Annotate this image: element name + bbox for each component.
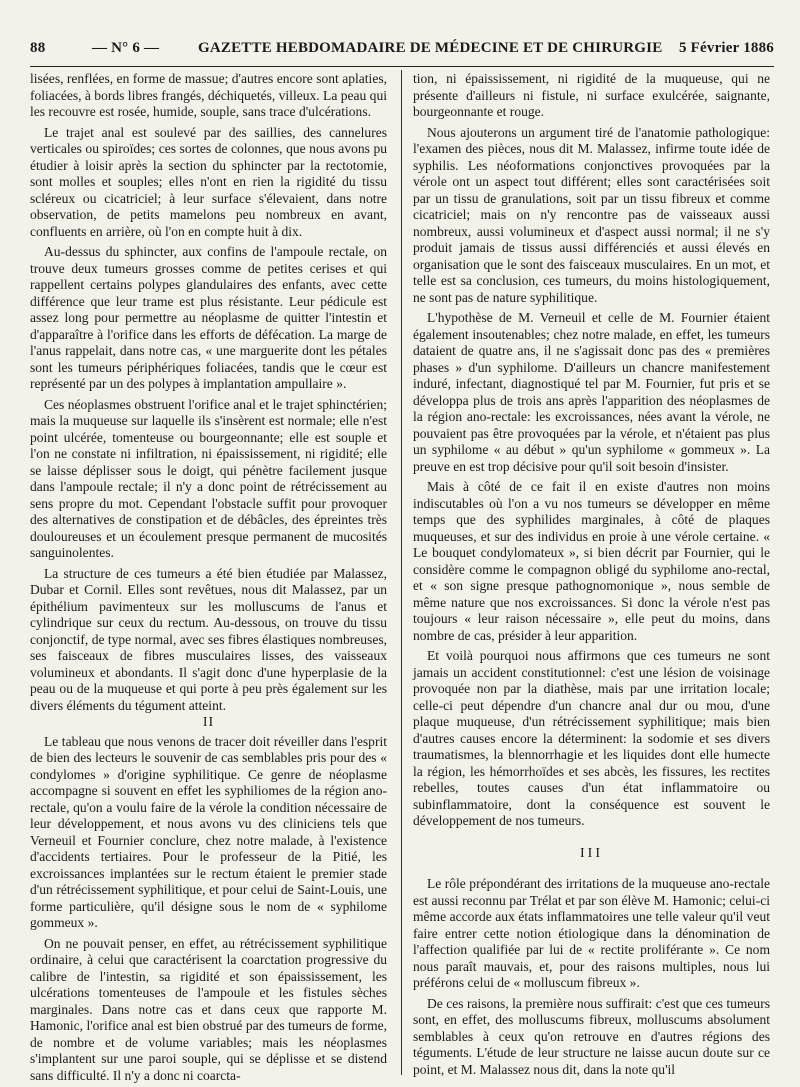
right-column: [413, 71, 770, 1078]
issue-number: — N° 6 —: [92, 40, 160, 56]
paragraph: Nous ajouterons un argument tiré de l'anatomie pathologique: l'examen des pièces, nous dit M. Malassez, infirme toute idée de syphilis. Les néoformations conjonctives provoquées par la vérole ont un aspect tout différent; elles sont caractérisées soit par un tissu de granulations, soit par un tissu fibreux et comme cicatriciel; mais on n'y rencontre pas de vaisseaux aussi nombreux, aussi volumineux et d'aspect aussi normal; il ne s'y produit jamais de tissus aussi différenciés et aussi élevés en organisation que le sont des faisceaux musculaires. En un mot, et telle est sa conclusion, ces tumeurs, du moins histologiquement, ne sont pas de nature syphilitique.: [413, 124, 770, 305]
paragraph: Le tableau que nous venons de tracer doit réveiller dans l'esprit de bien des lecteurs le souvenir de cas semblables pris pour des « condylomes » d'origine syphilitique. Ce genre de néoplasme accompagne si souvent en effet les syphiliomes de la région ano-rectale, qu'on a voulu faire de la vérole la condition nécessaire de leur développement, et nous avons vu des cliniciens tels que Verneuil et Fournier conclure, chez notre malade, à l'existence d'accidents tertiaires. Pour le professeur de la Pitié, les excroissances implantées sur le rectum étaient le premier stade d'un rétrécissement syphilitique, et pour celui de Saint-Louis, une forme particulière, qu'il désigne sous le nom de « syphilome gommeux ».: [30, 733, 387, 930]
column-divider: [401, 70, 402, 1075]
section-heading-iii: III: [580, 845, 603, 861]
issue-date: 5 Février 1886: [679, 40, 774, 56]
paragraph: De ces raisons, la première nous suffirait: c'est que ces tumeurs sont, en effet, des molluscums fibreux, molluscums absolument semblables à ceux qu'on retrouve en d'autres régions des téguments. L'étude de leur structure ne laisse aucun doute sur ce point, et M. Malassez nous dit, dans la note qu'il: [413, 995, 770, 1077]
paragraph: Mais à côté de ce fait il en existe d'autres non moins indiscutables où l'on a vu nos tumeurs se développer en même temps que des syphilides marginales, à côté de plaques muqueuses, et sur des individus en proie à une vérole certaine. « Le bouquet condylomateux », si bien décrit par Fournier, qui le considère comme le compagnon obligé du syphilome ano-rectal, et « son signe presque pathognomonique », nous semble de même nature que nos excroissances. Si donc la vérole n'est pas toujours « leur raison nécessaire », elle peut du moins, dans nombre de cas, présider à leur apparition.: [413, 479, 770, 643]
running-header: [30, 40, 774, 64]
paragraph: Ces néoplasmes obstruent l'orifice anal et le trajet sphinctérien; mais la muqueuse sur laquelle ils s'insèrent est normale; elle n'est point ulcérée, tomenteuse ou bourgeonnante; elle est souple et l'on ne constate ni infiltration, ni épaississement, ni rigidité; elle se laisse déplisser sous le doigt, qui pénètre facilement jusque dans l'ampoule rectale; il n'y a donc point de rétrécissement au sens propre du mot. Cependant l'obstacle suffit pour provoquer des alternatives de constipation et de débâcles, des épreintes très douloureuses et un écoulement presque permanent de mucosités sanguinolentes.: [30, 396, 387, 560]
left-column: [30, 71, 387, 1084]
paragraph: Et voilà pourquoi nous affirmons que ces tumeurs ne sont jamais un accident constitutionnel: c'est une lésion de voisinage provoquée non par la diathèse, mais par une irritation locale; celle-ci peut dépendre d'un chancre anal dur ou mou, d'une plaque muqueuse, d'un rétrécissement syphilitique; mais bien d'autres causes encore la déterminent: la sodomie et ses divers traumatismes, la blennorrhagie et les liquides dont elle humecte la région, les hémorrhoïdes et ses abcès, les fissures, les rectites rebelles, toutes causes d'un état inflammatoire ou subinflammatoire, dont la conséquence est souvent le développement de nos tumeurs.: [413, 648, 770, 828]
header-rule: [30, 66, 774, 67]
journal-title: GAZETTE HEBDOMADAIRE DE MÉDECINE ET DE CHIRURGIE: [198, 40, 663, 56]
paragraph: Le trajet anal est soulevé par des saillies, des cannelures verticales ou spiroïdes; ces sortes de colonnes, que nous avons pu étudier à loisir après la section du sphincter par la rectotomie, sont molles et souples; elles n'ont en rien la rigidité du tissu scléreux ou cicatriciel; à leur surface s'élevaient, dans notre observation, de petits mamelons peu nombreux en avant, confluents en arrière, où l'on en compte huit à dix.: [30, 124, 387, 239]
paragraph: On ne pouvait penser, en effet, au rétrécissement syphilitique ordinaire, à celui que caractérisent la coarctation progressive du calibre de l'intestin, sa rigidité et son épaississement, les ulcérations tomenteuses de l'ampoule et les fistules sèches marginales. Dans notre cas et dans ceux que rapporte M. Hamonic, l'orifice anal est bien obstrué par des tumeurs de forme, de nombre et de volume variables; mais les néoplasmes s'implantent sur une paroi souple, qui se déplisse et se distend sans difficulté. Il n'y a donc ni coarcta-: [30, 935, 387, 1083]
paragraph: Le rôle prépondérant des irritations de la muqueuse ano-rectale est aussi reconnu par Trélat et par son élève M. Hamonic; celui-ci même accorde aux états inflammatoires une telle valeur qu'il veut faire entrer cette notion étiologique dans la dénomination de l'affection qualifiée par lui de « rectite proliférante ». Ce nom nous paraît mauvais, et, pour des raisons multiples, nous lui préférons celui de « molluscum fibreux ».: [413, 876, 770, 990]
paragraph: lisées, renflées, en forme de massue; d'autres encore sont aplaties, foliacées, à bords libres frangés, déchiquetés, villeux. La peau qui les recouvre est rosée, humide, souple, sans trace d'ulcérations.: [30, 71, 387, 119]
paragraph: tion, ni épaississement, ni rigidité de la muqueuse, qui ne présente d'ailleurs ni fistule, ni surface exulcérée, saignante, bourgeonnante et rouge.: [413, 71, 770, 119]
paragraph: La structure de ces tumeurs a été bien étudiée par Malassez, Dubar et Cornil. Elles sont revêtues, nous dit Malassez, par un épithélium pavimenteux sur les molluscums de l'anus et cylindrique sur ceux du rectum. Au-dessous, on trouve du tissu conjonctif, de type normal, avec ses fibres élastiques nombreuses, ses faisceaux de fibres musculaires lisses, des vaisseaux volumineux et abondants. Il s'agit donc d'une hyperplasie de la peau ou de la muqueuse et qui porte à peu près également sur les divers éléments du tégument atteint.: [30, 565, 388, 713]
section-heading-ii: II: [202, 715, 215, 730]
paragraph: Au-dessus du sphincter, aux confins de l'ampoule rectale, on trouve deux tumeurs grosses comme de petites cerises et qui rappellent certains polypes glandulaires des enfants, avec cette différence que leur trame est plus résistante. Leur pédicule est assez long pour permettre au néoplasme de quitter l'intestin et d'apparaître à l'orifice dans les efforts de défécation. La marge de l'anus rappelait, dans notre cas, « une marguerite dont les pétales sont les tumeurs périphériques foliacées, tandis que le cœur est représenté par un des polypes à implantation ampullaire ».: [30, 244, 387, 391]
paragraph: L'hypothèse de M. Verneuil et celle de M. Fournier étaient également insoutenables; chez notre malade, en effet, les tumeurs dataient de quatre ans, il ne s'agissait donc pas des « premières phases » d'un syphilome. D'ailleurs un chancre manifestement induré, infectant, diagnostiqué tel par M. Fournier, fut pris et se développa plus de trois ans après l'apparition des néoplasmes de la région ano-rectale: les excroissances, nées avant la vérole, ne pouvaient pas être provoquées par la vérole, et n'étaient pas plus un syphilome « au début » qu'un syphilome « gommeux ». La preuve en est trop décisive pour qu'il soit besoin d'insister.: [413, 310, 770, 474]
page-number: 88: [30, 40, 46, 56]
